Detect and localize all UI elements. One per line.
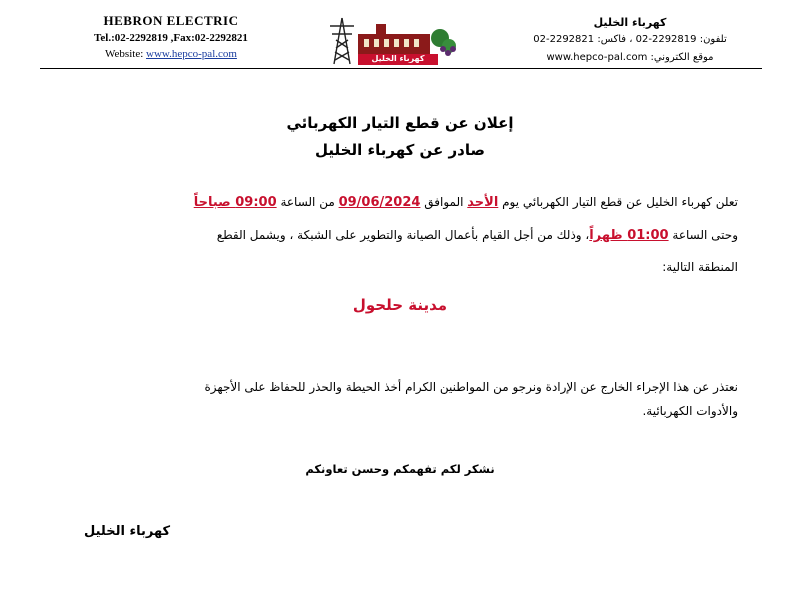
text-segment: ، وذلك من أجل القيام بأعمال الصيانة والتطوير على الشبكة ، ويشمل القطع: [216, 228, 590, 242]
website-link[interactable]: www.hepco-pal.com: [146, 48, 237, 60]
header-left: [40, 12, 302, 62]
website-label: Website:: [105, 48, 147, 60]
end-time: 01:00 ظهراً: [589, 228, 669, 243]
announcement-line-1: [80, 195, 738, 210]
announcement-line-3: المنطقة التالية:: [662, 260, 738, 274]
text-segment: من الساعة: [276, 195, 339, 209]
header-divider: [40, 68, 762, 69]
website-en: [40, 46, 302, 62]
apology-line-2: والأدوات الكهربائية.: [642, 404, 738, 418]
header-right: [500, 14, 760, 67]
company-logo: [318, 16, 466, 66]
logo-text: كهرباء الخليل: [371, 54, 425, 63]
start-time: 09:00 صباحاً: [193, 195, 277, 210]
announcement-subtitle: صادر عن كهرباء الخليل: [315, 141, 485, 159]
text-segment: وحتى الساعة: [668, 228, 738, 242]
text-segment: الموافق: [420, 195, 468, 209]
website-ar: موقع الكتروني: www.hepco-pal.com: [546, 52, 714, 63]
announcement-title: إعلان عن قطع التيار الكهربائي: [286, 114, 514, 132]
text-segment: تعلن كهرباء الخليل عن قطع التيار الكهربائي يوم: [498, 195, 738, 209]
apology-line-1: نعتذر عن هذا الإجراء الخارج عن الإرادة ونرجو من المواطنين الكرام أخذ الحيطة والحذر للحفاظ على الأجهزة: [204, 380, 738, 394]
announcement-line-2: [80, 228, 738, 243]
building-icon: [358, 24, 430, 54]
signature: كهرباء الخليل: [84, 524, 171, 539]
company-name-ar: كهرباء الخليل: [593, 16, 667, 29]
affected-area: مدينة حلحول: [352, 296, 448, 314]
grapes-icon: [431, 29, 456, 56]
transmission-tower-icon: [330, 18, 354, 64]
outage-date: 09/06/2024: [338, 195, 421, 210]
thanks-line: نشكر لكم تفهمكم وحسن تعاونكم: [305, 462, 495, 476]
tel-fax-ar: تلفون: 2292819-02 ، فاكس: 2292821-02: [533, 34, 727, 45]
outage-day: الأحد: [467, 195, 499, 210]
tel-fax-en: Tel.:02-2292819 ,Fax:02-2292821: [94, 32, 248, 44]
company-name-en: HEBRON ELECTRIC: [103, 13, 239, 28]
